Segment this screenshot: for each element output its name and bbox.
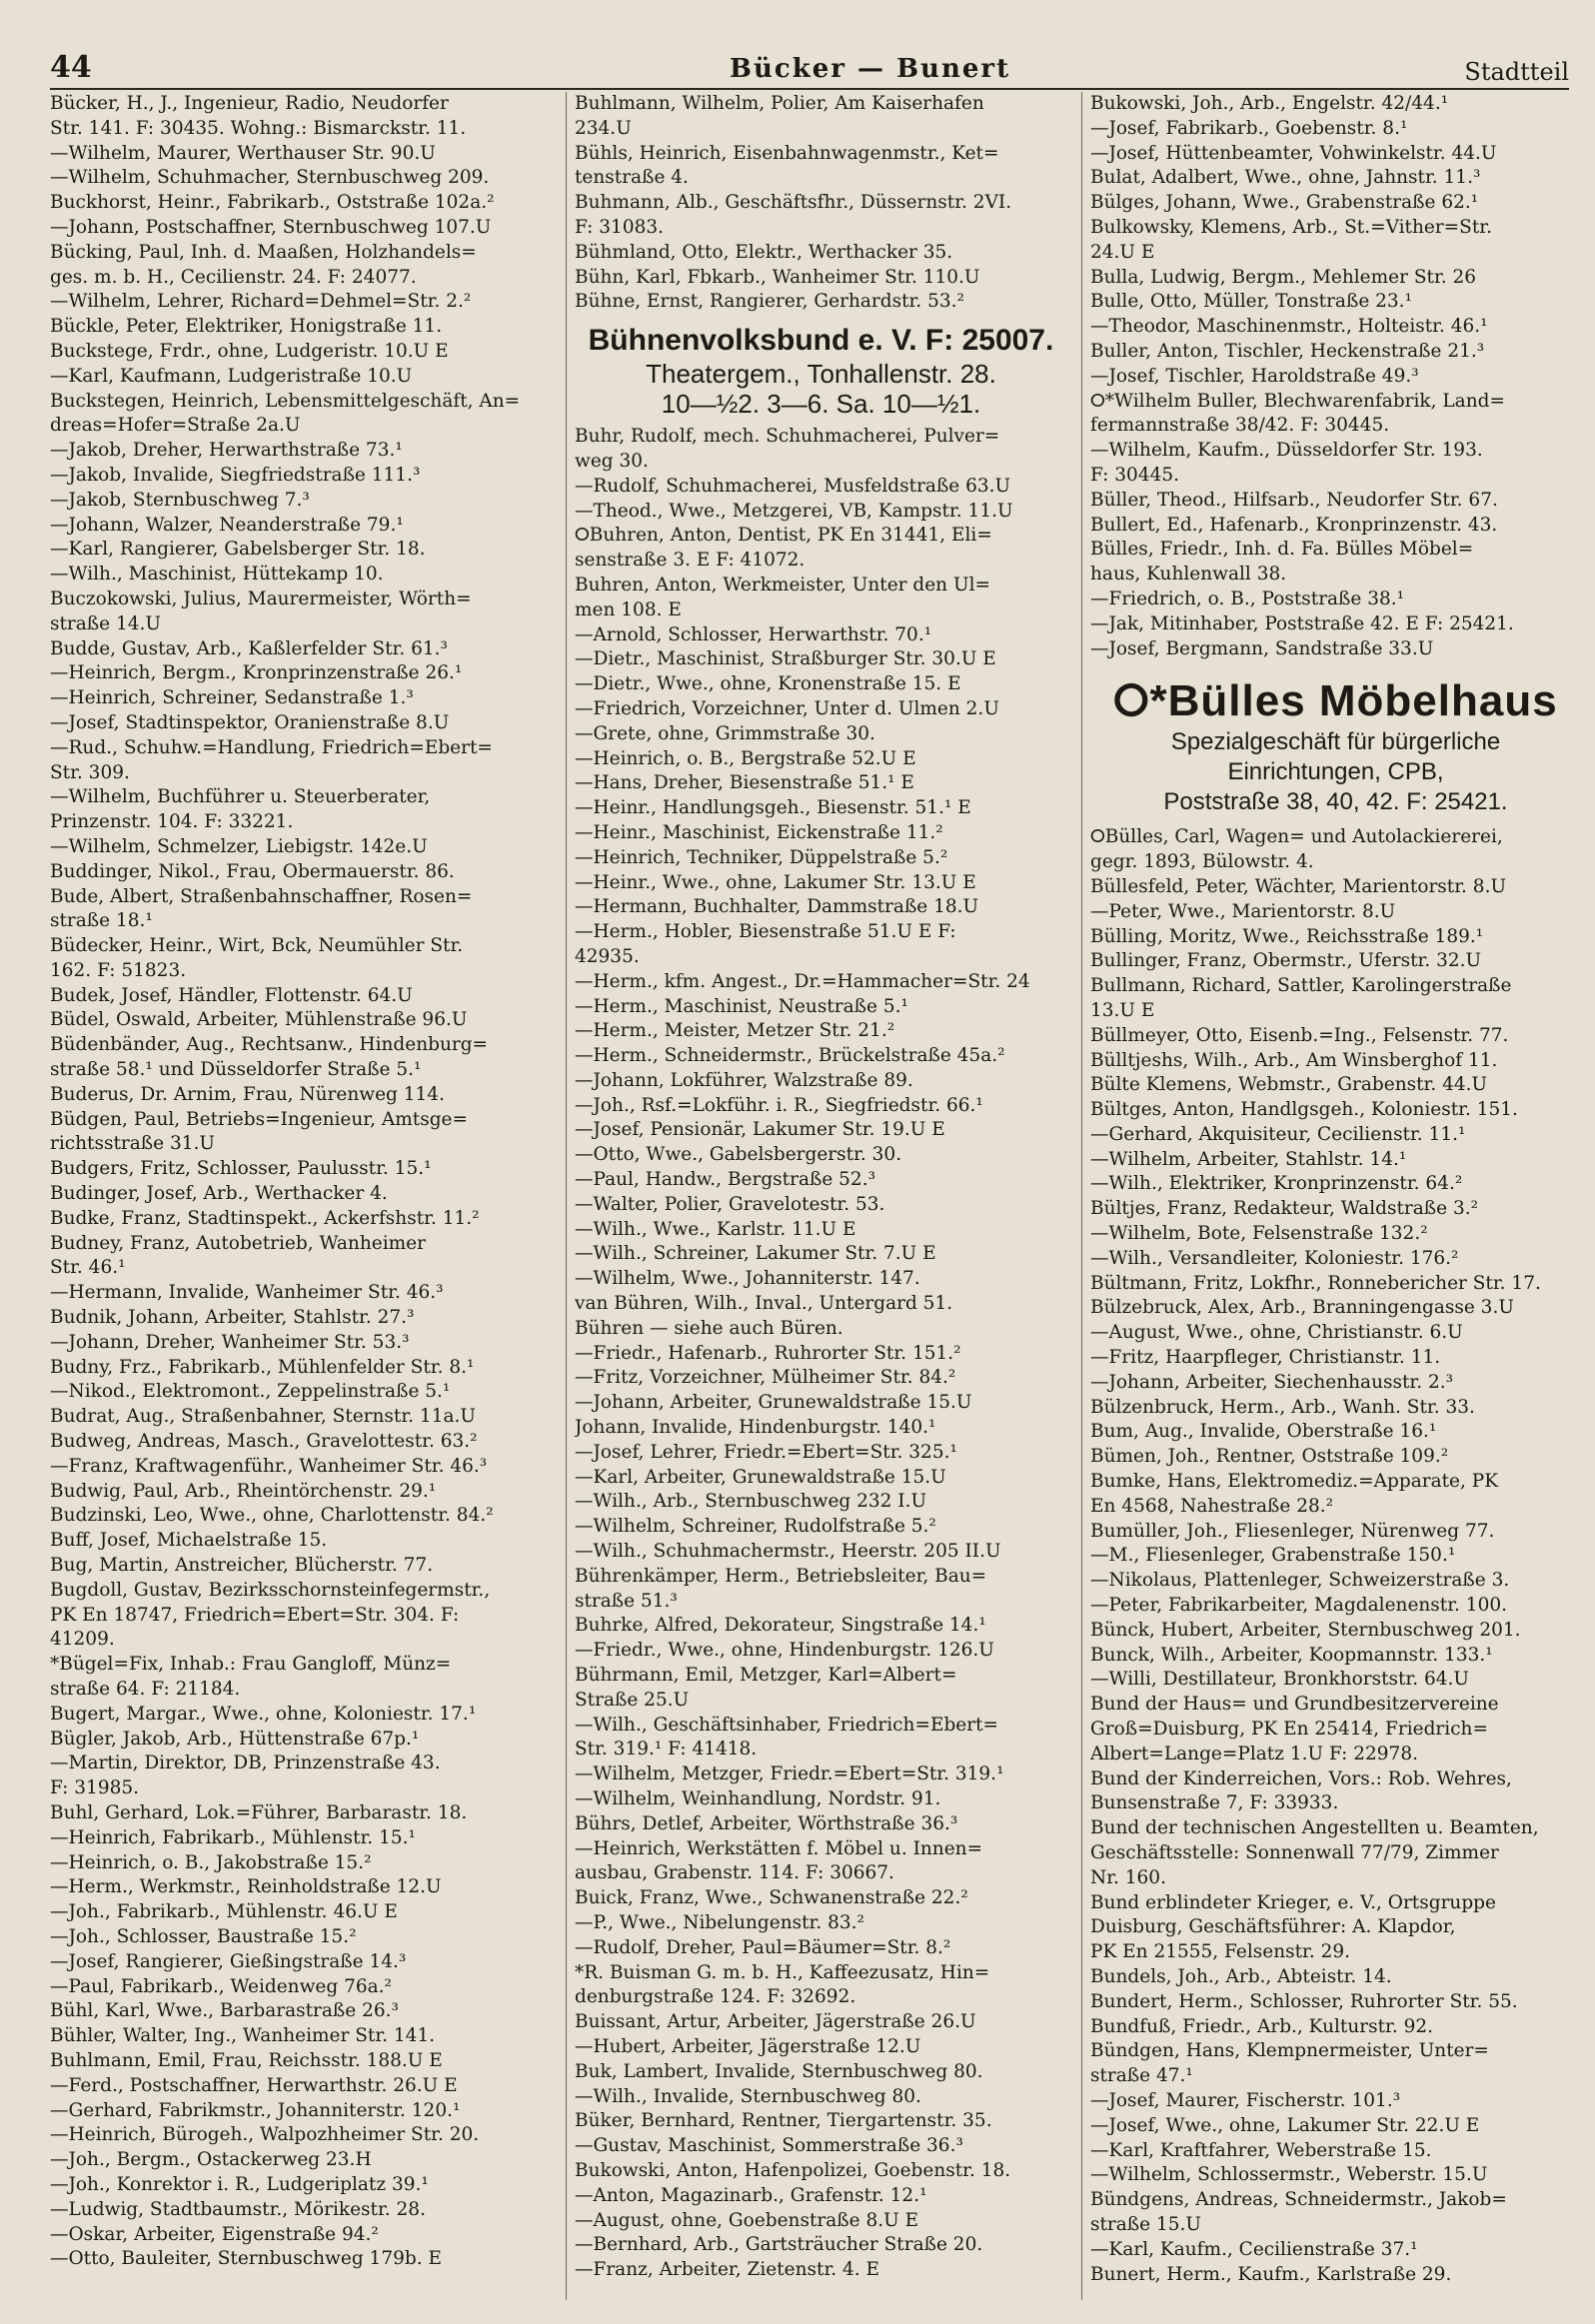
directory-entry-line: Nr. 160.: [1090, 1866, 1166, 1888]
directory-entry-line: —Josef, Rangierer, Gießingstraße 14.³: [50, 1950, 407, 1972]
directory-entry-line: —Joh., Rsf.=Lokführ. i. R., Siegfriedstr. 66.¹: [575, 1094, 983, 1116]
entries-col2-bottom: [575, 425, 1067, 2283]
entries-col2-top: [575, 92, 1067, 315]
section-label: Stadtteil: [1464, 58, 1569, 86]
directory-entry-line: Bumüller, Joh., Fliesenleger, Nürenweg 77.: [1090, 1520, 1495, 1542]
directory-entry-line: *Bügel=Fix, Inhab.: Frau Gangloff, Münz=: [50, 1654, 452, 1676]
directory-entry-line: —Karl, Kraftfahrer, Weberstraße 15.: [1090, 2139, 1432, 2161]
directory-entry-line: ⭘Bülles, Carl, Wagen= und Autolackiererei,: [1090, 826, 1503, 848]
directory-entry-line: —Wilhelm, Bote, Felsenstraße 132.²: [1090, 1223, 1428, 1245]
directory-entry-line: Buddinger, Nikol., Frau, Obermauerstr. 86.: [50, 860, 455, 882]
directory-entry-line: —Herm., Schneidermstr., Brückelstraße 45a.²: [575, 1045, 1005, 1067]
directory-entry-line: —Wilhelm, Kaufm., Düsseldorfer Str. 193.: [1090, 440, 1483, 462]
directory-entry-line: 24.U E: [1090, 241, 1155, 263]
directory-entry-line: —Willi, Destillateur, Bronkhorststr. 64.U: [1090, 1669, 1470, 1691]
directory-entry-line: Bücking, Paul, Inh. d. Maaßen, Holzhandels=: [50, 241, 477, 263]
directory-entry-line: —Paul, Fabrikarb., Weidenweg 76a.²: [50, 1975, 392, 1997]
directory-entry-line: 234.U: [575, 117, 632, 139]
directory-entry-line: —Karl, Rangierer, Gabelsberger Str. 18.: [50, 539, 426, 561]
directory-entry-line: Budgers, Fritz, Schlosser, Paulusstr. 15.¹: [50, 1158, 432, 1180]
column-1: [50, 92, 552, 2300]
directory-entry-line: —Wilh., Schuhmachermstr., Heerstr. 205 II.U: [575, 1541, 1001, 1563]
ad-title: ⭘*Bülles Möbelhaus: [1113, 676, 1558, 726]
directory-entry-line: —Wilhelm, Schuhmacher, Sternbuschweg 209.: [50, 167, 490, 189]
directory-entry-line: Buhren, Anton, Werkmeister, Unter den Ul=: [575, 574, 990, 595]
directory-entry-line: —Jak, Mitinhaber, Poststraße 42. E F: 25421.: [1090, 612, 1514, 634]
directory-entry-line: Bügler, Jakob, Arb., Hüttenstraße 67p.¹: [50, 1728, 420, 1749]
directory-entry-line: Büdenbänder, Aug., Rechtsanw., Hindenburg=: [50, 1034, 489, 1056]
directory-entry-line: Bühren — siehe auch Büren.: [575, 1317, 843, 1339]
directory-entry-line: —P., Wwe., Nibelungenstr. 83.²: [575, 1911, 864, 1933]
directory-entry-line: straße 47.¹: [1090, 2065, 1193, 2087]
directory-entry-line: 162. F: 51823.: [50, 959, 187, 981]
directory-entry-line: —Heinrich, Werkstätten f. Möbel u. Innen=: [575, 1837, 983, 1859]
directory-entry-line: Bühls, Heinrich, Eisenbahnwagenmstr., Ket=: [575, 142, 999, 164]
directory-entry-line: —Karl, Kaufmann, Ludgeristraße 10.U: [50, 365, 413, 387]
directory-entry-line: Buhr, Rudolf, mech. Schuhmacherei, Pulver=: [575, 426, 1000, 448]
directory-entry-line: Bülte Klemens, Webmstr., Grabenstr. 44.U: [1090, 1074, 1488, 1096]
directory-entry-line: Buhlmann, Emil, Frau, Reichsstr. 188.U E: [50, 2049, 443, 2071]
directory-entry-line: —Johann, Lokführer, Walzstraße 89.: [575, 1069, 913, 1091]
directory-entry-line: —Gustav, Maschinist, Sommerstraße 36.³: [575, 2135, 963, 2157]
directory-entry-line: —Dietr., Wwe., ohne, Kronenstraße 15. E: [575, 673, 961, 695]
directory-entry-line: Buhl, Gerhard, Lok.=Führer, Barbarastr. 18.: [50, 1801, 468, 1823]
directory-entry-line: —Wilhelm, Schreiner, Rudolfstraße 5.²: [575, 1516, 936, 1538]
directory-entry-line: Büker, Bernhard, Rentner, Tiergartenstr. 35.: [575, 2110, 992, 2132]
directory-entry-line: —Joh., Konrektor i. R., Ludgeriplatz 39.¹: [50, 2173, 429, 2195]
directory-entry-line: —Wilhelm, Maurer, Werthauser Str. 90.U: [50, 142, 436, 164]
directory-entry-line: straße 51.³: [575, 1590, 678, 1612]
directory-entry-line: —Josef, Hüttenbeamter, Vohwinkelstr. 44.U: [1090, 142, 1497, 164]
directory-entry-line: —Peter, Wwe., Marientorstr. 8.U: [1090, 900, 1396, 922]
entries-col3-bottom: [1090, 825, 1581, 2287]
directory-entry-line: Budrat, Aug., Straßenbahner, Sternstr. 11a.U: [50, 1406, 476, 1428]
directory-entry-line: —Josef, Tischler, Haroldstraße 49.³: [1090, 365, 1419, 387]
directory-entry-line: —Franz, Kraftwagenführ., Wanheimer Str. 46.³: [50, 1455, 488, 1477]
directory-entry-line: —Wilh., Elektriker, Kronprinzenstr. 64.²: [1090, 1173, 1463, 1195]
directory-entry-line: Büllmeyer, Otto, Eisenb.=Ing., Felsenstr. 77.: [1090, 1024, 1509, 1046]
directory-entry-line: —Hermann, Invalide, Wanheimer Str. 46.³: [50, 1282, 444, 1304]
directory-entry-line: —Karl, Kaufm., Cecilienstraße 37.¹: [1090, 2238, 1418, 2260]
directory-entry-line: straße 18.¹: [50, 910, 153, 932]
directory-entry-line: Bülzenbruck, Herm., Arb., Wanh. Str. 33.: [1090, 1396, 1475, 1418]
directory-entry-line: Bulla, Ludwig, Bergm., Mehlemer Str. 26: [1090, 266, 1477, 288]
directory-entry-line: —Wilh., Maschinist, Hüttekamp 10.: [50, 564, 384, 585]
directory-entry-line: Str. 309.: [50, 761, 130, 783]
directory-entry-line: Bülges, Johann, Wwe., Grabenstraße 62.¹: [1090, 192, 1479, 214]
directory-entry-line: Bumke, Hans, Elektromediz.=Apparate, PK: [1090, 1471, 1499, 1493]
directory-entry-line: senstraße 3. E F: 41072.: [575, 550, 805, 572]
directory-entry-line: —Heinr., Wwe., ohne, Lakumer Str. 13.U E: [575, 871, 976, 893]
directory-entry-line: Bültmann, Fritz, Lokfhr., Ronnebericher Str. 17.: [1090, 1272, 1541, 1294]
directory-entry-line: Buk, Lambert, Invalide, Sternbuschweg 80.: [575, 2060, 983, 2082]
directory-entry-line: Bukowski, Anton, Hafenpolizei, Goebenstr. 18.: [575, 2159, 1011, 2181]
directory-entry-line: Geschäftsstelle: Sonnenwall 77/79, Zimmer: [1090, 1842, 1499, 1863]
directory-entry-line: Bug, Martin, Anstreicher, Blücherstr. 77.: [50, 1555, 434, 1577]
directory-entry-line: Büdgen, Paul, Betriebs=Ingenieur, Amtsge=: [50, 1108, 468, 1130]
directory-entry-line: Buczokowski, Julius, Maurermeister, Wörth=: [50, 587, 472, 609]
directory-entry-line: —Wilhelm, Lehrer, Richard=Dehmel=Str. 2.²: [50, 291, 472, 313]
directory-entry-line: —Rudolf, Dreher, Paul=Bäumer=Str. 8.²: [575, 1936, 951, 1958]
directory-entry-line: Bund der Kinderreichen, Vors.: Rob. Wehres,: [1090, 1767, 1512, 1789]
directory-entry-line: —Rud., Schuhw.=Handlung, Friedrich=Ebert=: [50, 736, 493, 758]
directory-entry-line: Budny, Frz., Fabrikarb., Mühlenfelder Str. 8.¹: [50, 1356, 475, 1378]
directory-entry-line: —Herm., Werkmstr., Reinholdstraße 12.U: [50, 1876, 442, 1898]
directory-entry-line: —Oskar, Arbeiter, Eigenstraße 94.²: [50, 2223, 379, 2245]
directory-entry-line: —Wilhelm, Schlossermstr., Weberstr. 15.U: [1090, 2164, 1488, 2186]
ad-line: Spezialgeschäft für bürgerliche: [1170, 728, 1501, 756]
directory-entry-line: —Johann, Dreher, Wanheimer Str. 53.³: [50, 1331, 410, 1353]
directory-entry-line: —Wilhelm, Wwe., Johanniterstr. 147.: [575, 1268, 920, 1290]
directory-entry-line: F: 30445.: [1090, 464, 1180, 486]
directory-entry-line: F: 31985.: [50, 1777, 140, 1799]
directory-entry-line: —Hans, Dreher, Biesenstraße 51.¹ E: [575, 772, 914, 794]
directory-entry-line: Bugdoll, Gustav, Bezirksschornsteinfegermstr.,: [50, 1579, 491, 1601]
ad-line: Theatergem., Tonhallenstr. 28.: [646, 359, 996, 390]
directory-entry-line: Bundels, Joh., Arb., Abteistr. 14.: [1090, 1965, 1392, 1987]
directory-entry-line: —Wilhelm, Schmelzer, Liebigstr. 142e.U: [50, 835, 428, 857]
ad-line: 10—½2. 3—6. Sa. 10—½1.: [661, 389, 981, 420]
directory-entry-line: Bülzebruck, Alex, Arb., Branningengasse 3.U: [1090, 1297, 1514, 1319]
ad-line: Einrichtungen, CPB,: [1227, 758, 1444, 786]
directory-entry-line: —Heinr., Maschinist, Eickenstraße 11.²: [575, 821, 943, 843]
directory-entry-line: ⭘*Wilhelm Buller, Blechwarenfabrik, Land=: [1090, 390, 1505, 412]
directory-entry-line: Bund der Haus= und Grundbesitzervereine: [1090, 1694, 1499, 1716]
directory-entry-line: Bühn, Karl, Fbkarb., Wanheimer Str. 110.U: [575, 266, 980, 288]
directory-entry-line: —Herm., Meister, Metzer Str. 21.²: [575, 1020, 895, 1042]
directory-entry-line: —Ludwig, Stadtbaumstr., Mörikestr. 28.: [50, 2198, 426, 2220]
directory-entry-line: Bülling, Moritz, Wwe., Reichsstraße 189.¹: [1090, 925, 1484, 947]
directory-entry-line: fermannstraße 38/42. F: 30445.: [1090, 415, 1390, 437]
directory-entry-line: Bullert, Ed., Hafenarb., Kronprinzenstr. 43.: [1090, 514, 1498, 536]
directory-entry-line: —Peter, Fabrikarbeiter, Magdalenenstr. 100.: [1090, 1595, 1507, 1617]
directory-entry-line: —Fritz, Haarpfleger, Christianstr. 11.: [1090, 1347, 1441, 1369]
directory-entry-line: Budwig, Paul, Arb., Rheintörchenstr. 29.¹: [50, 1480, 437, 1502]
directory-entry-line: —Friedr., Wwe., ohne, Hindenburgstr. 126.U: [575, 1640, 994, 1662]
directory-entry-line: dreas=Hofer=Straße 2a.U: [50, 415, 301, 437]
directory-entry-line: —Theodor, Maschinenmstr., Holteistr. 46.¹: [1090, 316, 1488, 338]
directory-entry-line: —Fritz, Vorzeichner, Mülheimer Str. 84.²: [575, 1367, 956, 1389]
directory-entry-line: —Wilhelm, Metzger, Friedr.=Ebert=Str. 319.¹: [575, 1763, 1004, 1785]
directory-entry-line: Buhlmann, Wilhelm, Polier, Am Kaiserhafen: [575, 93, 984, 114]
entries-col1: [50, 92, 552, 2272]
directory-entry-line: straße 15.U: [1090, 2213, 1201, 2235]
directory-entry-line: Bühler, Walter, Ing., Wanheimer Str. 141.: [50, 2025, 436, 2047]
directory-entry-line: —Wilhelm, Buchführer u. Steuerberater,: [50, 786, 431, 808]
directory-entry-line: Bühmland, Otto, Elektr., Werthacker 35.: [575, 241, 953, 263]
directory-entry-line: Bültges, Anton, Handlgsgeh., Koloniestr. 151.: [1090, 1099, 1518, 1121]
directory-entry-line: Bülles, Friedr., Inh. d. Fa. Bülles Möbel=: [1090, 539, 1474, 561]
directory-entry-line: Budek, Josef, Händler, Flottenstr. 64.U: [50, 984, 413, 1006]
directory-entry-line: —Dietr., Maschinist, Straßburger Str. 30.U E: [575, 648, 996, 670]
directory-entry-line: Budnik, Johann, Arbeiter, Stahlstr. 27.³: [50, 1307, 415, 1329]
directory-entry-line: Bündgen, Hans, Klempnermeister, Unter=: [1090, 2040, 1489, 2062]
directory-entry-line: Bülltjeshs, Wilh., Arb., Am Winsberghof 11.: [1090, 1049, 1498, 1071]
directory-entry-line: —Karl, Arbeiter, Grunewaldstraße 15.U: [575, 1466, 946, 1488]
directory-entry-line: Budke, Franz, Stadtinspekt., Ackerfshstr. 11.²: [50, 1207, 480, 1229]
directory-entry-line: —Anton, Magazinarb., Grafenstr. 12.¹: [575, 2184, 927, 2206]
directory-entry-line: ges. m. b. H., Cecilienstr. 24. F: 24077.: [50, 266, 417, 288]
directory-entry-line: Bückle, Peter, Elektriker, Honigstraße 11.: [50, 316, 443, 338]
directory-entry-line: Bulle, Otto, Müller, Tonstraße 23.¹: [1090, 291, 1412, 313]
directory-entry-line: Budzinski, Leo, Wwe., ohne, Charlottenstr. 84.²: [50, 1505, 494, 1527]
directory-entry-line: Str. 319.¹ F: 41418.: [575, 1739, 758, 1760]
directory-entry-line: Bullmann, Richard, Sattler, Karolingerstraße: [1090, 975, 1512, 997]
directory-entry-line: straße 58.¹ und Düsseldorfer Straße 5.¹: [50, 1059, 422, 1081]
directory-entry-line: Bührmann, Emil, Metzger, Karl=Albert=: [575, 1665, 957, 1687]
directory-entry-line: En 4568, Nahestraße 28.²: [1090, 1495, 1334, 1517]
directory-entry-line: Bünck, Hubert, Arbeiter, Sternbuschweg 201.: [1090, 1619, 1521, 1641]
directory-entry-line: Buller, Anton, Tischler, Heckenstraße 21.³: [1090, 340, 1485, 362]
directory-entry-line: —Heinr., Handlungsgeh., Biesenstr. 51.¹ E: [575, 797, 971, 819]
directory-entry-line: PK En 21555, Felsenstr. 29.: [1090, 1941, 1351, 1963]
directory-entry-line: Bum, Aug., Invalide, Oberstraße 16.¹: [1090, 1421, 1437, 1443]
directory-entry-line: —Joh., Bergm., Ostackerweg 23.H: [50, 2149, 372, 2171]
directory-entry-line: —Paul, Handw., Bergstraße 52.³: [575, 1169, 875, 1191]
page-header: [50, 48, 1569, 90]
directory-entry-line: —August, Wwe., ohne, Christianstr. 6.U: [1090, 1322, 1463, 1344]
directory-entry-line: —Jakob, Invalide, Siegfriedstraße 111.³: [50, 464, 421, 486]
directory-entry-line: —Hubert, Arbeiter, Jägerstraße 12.U: [575, 2035, 921, 2057]
directory-entry-line: —Heinrich, Schreiner, Sedanstraße 1.³: [50, 687, 414, 709]
ad-title: Bühnenvolksbund e. V. F: 25007.: [588, 324, 1054, 358]
directory-entry-line: —Herm., kfm. Angest., Dr.=Hammacher=Str. 24: [575, 970, 1030, 992]
directory-entry-line: Bunert, Herm., Kaufm., Karlstraße 29.: [1090, 2263, 1452, 2285]
directory-entry-line: Bund der technischen Angestellten u. Beamten,: [1090, 1817, 1539, 1839]
directory-entry-line: —Johann, Walzer, Neanderstraße 79.¹: [50, 514, 404, 536]
directory-entry-line: —Bernhard, Arb., Gartsträucher Straße 20.: [575, 2234, 983, 2256]
directory-entry-line: —Friedrich, Vorzeichner, Unter d. Ulmen 2.U: [575, 697, 999, 719]
directory-entry-line: Str. 141. F: 30435. Wohng.: Bismarckstr. 11.: [50, 117, 467, 139]
directory-entry-line: —Heinrich, Bergm., Kronprinzenstraße 26.¹: [50, 662, 463, 684]
directory-entry-line: —Rudolf, Schuhmacherei, Musfeldstraße 63.U: [575, 475, 1011, 497]
directory-entry-line: —Theod., Wwe., Metzgerei, VB, Kampstr. 11.U: [575, 500, 1013, 522]
directory-entry-line: —Josef, Lehrer, Friedr.=Ebert=Str. 325.¹: [575, 1441, 957, 1463]
directory-entry-line: —Hermann, Buchhalter, Dammstraße 18.U: [575, 896, 979, 918]
directory-entry-line: —Wilh., Arb., Sternbuschweg 232 I.U: [575, 1491, 927, 1513]
directory-entry-line: Straße 25.U: [575, 1689, 690, 1711]
directory-entry-line: 42935.: [575, 945, 640, 967]
directory-entry-line: 41209.: [50, 1629, 115, 1651]
directory-entry-line: Buderus, Dr. Arnim, Frau, Nürenweg 114.: [50, 1083, 445, 1105]
directory-entry-line: —Joh., Schlosser, Baustraße 15.²: [50, 1925, 357, 1947]
directory-entry-line: denburgstraße 124. F: 32692.: [575, 1986, 856, 2008]
directory-entry-line: Buhrke, Alfred, Dekorateur, Singstraße 14.¹: [575, 1615, 986, 1637]
directory-entry-line: —Heinrich, Techniker, Düppelstraße 5.²: [575, 846, 948, 868]
directory-entry-line: Johann, Invalide, Hindenburgstr. 140.¹: [575, 1417, 936, 1439]
directory-entry-line: —Josef, Maurer, Fischerstr. 101.³: [1090, 2089, 1401, 2111]
directory-entry-line: —Grete, ohne, Grimmstraße 30.: [575, 722, 875, 744]
directory-entry-line: —Arnold, Schlosser, Herwarthstr. 70.¹: [575, 623, 932, 645]
directory-entry-line: —Wilh., Versandleiter, Koloniestr. 176.²: [1090, 1247, 1459, 1269]
directory-entry-line: —Joh., Fabrikarb., Mühlenstr. 46.U E: [50, 1901, 398, 1923]
directory-entry-line: —Gerhard, Akquisiteur, Cecilienstr. 11.¹: [1090, 1123, 1466, 1145]
directory-entry-line: —Josef, Pensionär, Lakumer Str. 19.U E: [575, 1119, 945, 1141]
page-number: 44: [50, 50, 92, 85]
directory-entry-line: —Josef, Bergmann, Sandstraße 33.U: [1090, 637, 1434, 659]
directory-entry-line: Bühl, Karl, Wwe., Barbarastraße 26.³: [50, 2000, 399, 2022]
directory-entry-line: gegr. 1893, Bülowstr. 4.: [1090, 851, 1314, 873]
directory-entry-line: —M., Fliesenleger, Grabenstraße 150.¹: [1090, 1545, 1456, 1567]
directory-entry-line: —Friedr., Hafenarb., Ruhrorter Str. 151.²: [575, 1342, 961, 1364]
directory-entry-line: Bührs, Detlef, Arbeiter, Wörthstraße 36.³: [575, 1812, 958, 1834]
directory-entry-line: Bümen, Joh., Rentner, Oststraße 109.²: [1090, 1446, 1449, 1468]
directory-entry-line: —Josef, Fabrikarb., Goebenstr. 8.¹: [1090, 117, 1408, 139]
directory-entry-line: Büllesfeld, Peter, Wächter, Marientorstr. 8.U: [1090, 875, 1507, 897]
directory-entry-line: Bücker, H., J., Ingenieur, Radio, Neudorfer: [50, 93, 449, 114]
directory-entry-line: Bund erblindeter Krieger, e. V., Ortsgruppe: [1090, 1891, 1496, 1913]
directory-entry-line: ausbau, Grabenstr. 114. F: 30667.: [575, 1862, 894, 1884]
directory-entry-line: —Herm., Hobler, Biesenstraße 51.U E F:: [575, 921, 956, 943]
directory-entry-line: —Josef, Wwe., ohne, Lakumer Str. 22.U E: [1090, 2114, 1480, 2136]
directory-entry-line: Bühne, Ernst, Rangierer, Gerhardstr. 53.²: [575, 291, 964, 313]
directory-entry-line: Prinzenstr. 104. F: 33221.: [50, 811, 294, 833]
directory-entry-line: Bullinger, Franz, Obermstr., Uferstr. 32.U: [1090, 950, 1482, 972]
directory-entry-line: haus, Kuhlenwall 38.: [1090, 564, 1287, 585]
directory-entry-line: straße 64. F: 21184.: [50, 1679, 241, 1700]
directory-entry-line: Budney, Franz, Autobetrieb, Wanheimer: [50, 1232, 426, 1254]
directory-entry-line: —Johann, Arbeiter, Siechenhausstr. 2.³: [1090, 1371, 1454, 1393]
directory-entry-line: —Otto, Bauleiter, Sternbuschweg 179b. E: [50, 2248, 442, 2270]
directory-entry-line: Buckhorst, Heinr., Fabrikarb., Oststraße 102a.²: [50, 192, 495, 214]
entries-col3-top: [1090, 92, 1581, 661]
directory-entry-line: *R. Buisman G. m. b. H., Kaffeezusatz, Hin=: [575, 1961, 990, 1983]
directory-entry-line: Bündgens, Andreas, Schneidermstr., Jakob=: [1090, 2189, 1507, 2211]
directory-entry-line: —Heinrich, Fabrikarb., Mühlenstr. 15.¹: [50, 1826, 416, 1848]
directory-entry-line: —Wilh., Wwe., Karlstr. 11.U E: [575, 1218, 856, 1240]
directory-entry-line: —Otto, Wwe., Gabelsbergerstr. 30.: [575, 1144, 902, 1166]
column-2: [566, 92, 1067, 2300]
directory-entry-line: Bulkowsky, Klemens, Arb., St.=Vither=Str.: [1090, 216, 1492, 238]
directory-entry-line: —Nikolaus, Plattenleger, Schweizerstraße 3.: [1090, 1570, 1510, 1592]
directory-entry-line: —Martin, Direktor, DB, Prinzenstraße 43.: [50, 1752, 441, 1774]
directory-entry-line: richtsstraße 31.U: [50, 1133, 215, 1155]
directory-entry-line: Budde, Gustav, Arb., Kaßlerfelder Str. 61.³: [50, 637, 448, 659]
directory-entry-line: —Jakob, Sternbuschweg 7.³: [50, 489, 310, 511]
directory-entry-line: —Heinrich, o. B., Jakobstraße 15.²: [50, 1851, 372, 1873]
directory-entry-line: Bundfuß, Friedr., Arb., Kulturstr. 92.: [1090, 2015, 1434, 2037]
directory-entry-line: —Franz, Arbeiter, Zietenstr. 4. E: [575, 2259, 880, 2281]
directory-entry-line: Buff, Josef, Michaelstraße 15.: [50, 1530, 328, 1552]
directory-entry-line: straße 14.U: [50, 612, 161, 634]
directory-entry-line: ⭘Buhren, Anton, Dentist, PK En 31441, Eli=: [575, 525, 992, 547]
directory-entry-line: Groß=Duisburg, PK En 25414, Friedrich=: [1090, 1719, 1488, 1741]
directory-entry-line: —Johann, Arbeiter, Grunewaldstraße 15.U: [575, 1392, 972, 1414]
directory-entry-line: Buhmann, Alb., Geschäftsfhr., Düssernstr. 2VI.: [575, 192, 1012, 214]
directory-entry-line: —Gerhard, Fabrikmstr., Johanniterstr. 120.¹: [50, 2099, 461, 2121]
directory-entry-line: Str. 46.¹: [50, 1257, 126, 1279]
directory-entry-line: F: 31083.: [575, 216, 665, 238]
directory-entry-line: Bude, Albert, Straßenbahnschaffner, Rosen=: [50, 885, 473, 907]
ad-line: Poststraße 38, 40, 42. F: 25421.: [1163, 788, 1508, 816]
directory-entry-line: Bukowski, Joh., Arb., Engelstr. 42/44.¹: [1090, 93, 1449, 114]
directory-entry-line: Budweg, Andreas, Masch., Gravelottestr. 63.²: [50, 1431, 478, 1453]
directory-entry-line: 13.U E: [1090, 999, 1155, 1021]
directory-entry-line: —Wilh., Invalide, Sternbuschweg 80.: [575, 2085, 921, 2107]
directory-entry-line: Buissant, Artur, Arbeiter, Jägerstraße 26.U: [575, 2011, 976, 2033]
directory-entry-line: Bültjes, Franz, Redakteur, Waldstraße 3.²: [1090, 1198, 1479, 1220]
directory-entry-line: —Ferd., Postschaffner, Herwarthstr. 26.U E: [50, 2074, 458, 2096]
directory-entry-line: Büdel, Oswald, Arbeiter, Mühlenstraße 96.U: [50, 1009, 468, 1031]
directory-entry-line: Bulat, Adalbert, Wwe., ohne, Jahnstr. 11.³: [1090, 167, 1481, 189]
directory-entry-line: Büdecker, Heinr., Wirt, Bck, Neumühler Str.: [50, 935, 464, 957]
directory-entry-line: Buick, Franz, Wwe., Schwanenstraße 22.²: [575, 1887, 968, 1909]
directory-entry-line: Büller, Theod., Hilfsarb., Neudorfer Str. 67.: [1090, 489, 1498, 511]
directory-entry-line: —Friedrich, o. B., Poststraße 38.¹: [1090, 587, 1405, 609]
directory-entry-line: —Wilh., Geschäftsinhaber, Friedrich=Ebert=: [575, 1714, 999, 1736]
directory-entry-line: Bunsenstraße 7, F: 33933.: [1090, 1792, 1339, 1814]
directory-entry-line: —Heinrich, o. B., Bergstraße 52.U E: [575, 747, 916, 769]
directory-entry-line: Albert=Lange=Platz 1.U F: 22978.: [1090, 1743, 1418, 1764]
directory-entry-line: Bundert, Herm., Schlosser, Ruhrorter Str. 55.: [1090, 1990, 1518, 2012]
directory-entry-line: Bugert, Margar., Wwe., ohne, Koloniestr. 17.¹: [50, 1703, 477, 1725]
directory-entry-line: —Wilh., Schreiner, Lakumer Str. 7.U E: [575, 1243, 936, 1265]
buehnenvolksbund-ad: [575, 315, 1067, 425]
buelles-ad: [1090, 661, 1581, 825]
directory-entry-line: —Jakob, Dreher, Herwarthstraße 73.¹: [50, 440, 403, 462]
directory-entry-line: Buckstegen, Heinrich, Lebensmittelgeschäft, An=: [50, 390, 521, 412]
directory-entry-line: men 108. E: [575, 598, 682, 620]
directory-entry-line: —Herm., Maschinist, Neustraße 5.¹: [575, 995, 908, 1017]
directory-entry-line: —Heinrich, Bürogeh., Walpozhheimer Str. 20.: [50, 2124, 480, 2146]
directory-entry-line: —Johann, Postschaffner, Sternbuschweg 107.U: [50, 216, 492, 238]
directory-entry-line: —Josef, Stadtinspektor, Oranienstraße 8.U: [50, 711, 450, 733]
name-range: Bücker — Bunert: [730, 54, 1011, 84]
directory-entry-line: weg 30.: [575, 450, 649, 472]
directory-entry-line: Duisburg, Geschäftsführer: A. Klapdor,: [1090, 1916, 1456, 1938]
directory-entry-line: Buckstege, Frdr., ohne, Ludgeristr. 10.U E: [50, 340, 449, 362]
directory-entry-line: —Wilhelm, Weinhandlung, Nordstr. 91.: [575, 1788, 941, 1809]
directory-entry-line: Bunck, Wilh., Arbeiter, Koopmannstr. 133.¹: [1090, 1644, 1493, 1666]
directory-entry-line: —Walter, Polier, Gravelotestr. 53.: [575, 1193, 885, 1215]
directory-entry-line: —Wilhelm, Arbeiter, Stahlstr. 14.¹: [1090, 1148, 1407, 1170]
directory-entry-line: PK En 18747, Friedrich=Ebert=Str. 304. F:: [50, 1604, 460, 1626]
directory-entry-line: —Nikod., Elektromont., Zeppelinstraße 5.¹: [50, 1381, 451, 1403]
column-3: [1081, 92, 1581, 2300]
directory-entry-line: Budinger, Josef, Arb., Werthacker 4.: [50, 1183, 388, 1205]
directory-entry-line: tenstraße 4.: [575, 167, 689, 189]
directory-entry-line: van Bühren, Wilh., Inval., Untergard 51.: [575, 1293, 953, 1315]
directory-entry-line: Bührenkämper, Herm., Betriebsleiter, Bau=: [575, 1565, 987, 1587]
directory-entry-line: —August, ohne, Goebenstraße 8.U E: [575, 2209, 919, 2231]
